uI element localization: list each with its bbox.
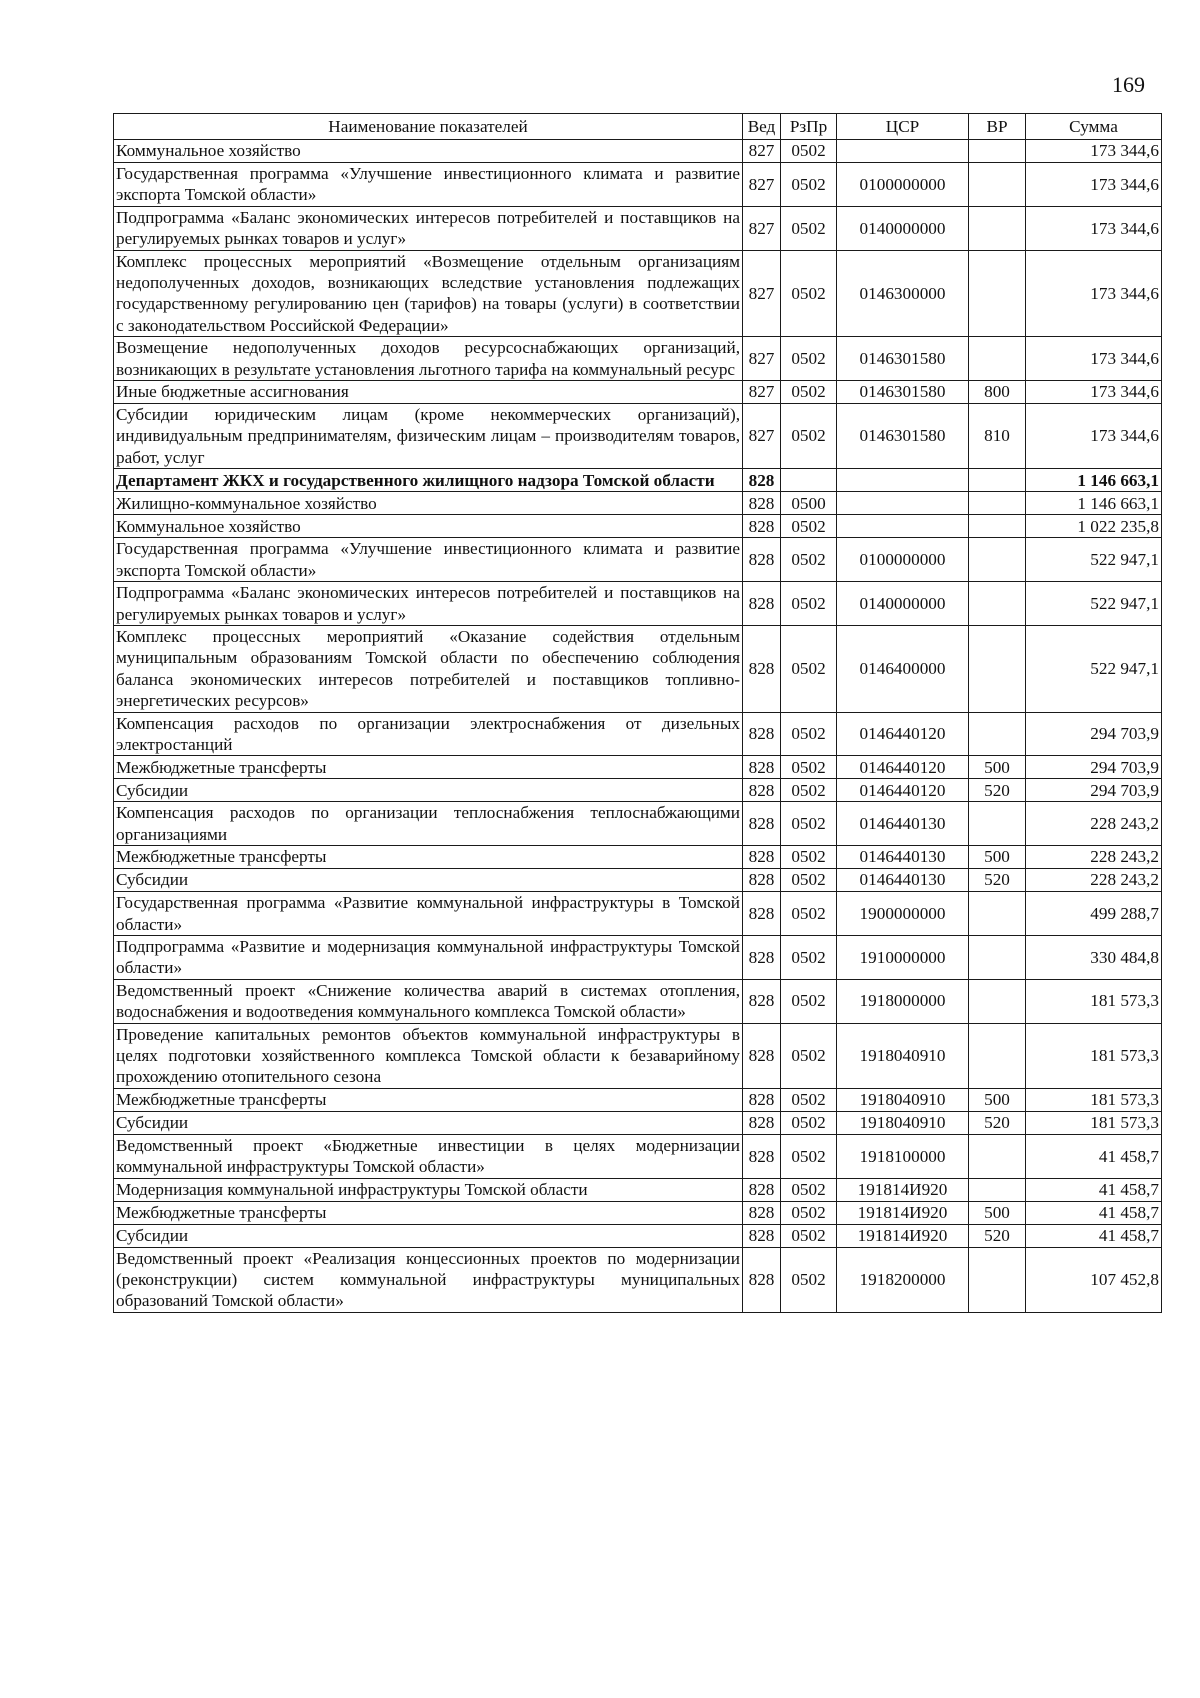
cell-csr: 191814И920 [837,1224,969,1247]
header-vr: ВР [969,114,1026,140]
cell-csr: 1918040910 [837,1111,969,1134]
cell-csr: 0146440120 [837,779,969,802]
cell-sum: 228 243,2 [1026,869,1162,892]
cell-name: Государственная программа «Развитие коммунальной инфраструктуры в Томской области» [114,892,743,936]
cell-csr: 0146440130 [837,846,969,869]
cell-sum: 522 947,1 [1026,582,1162,626]
cell-name: Подпрограмма «Баланс экономических интересов потребителей и поставщиков на регулируемых рынках товаров и услуг» [114,206,743,250]
cell-vr: 500 [969,756,1026,779]
cell-csr: 1918200000 [837,1247,969,1312]
cell-name: Межбюджетные трансферты [114,1201,743,1224]
table-row [114,979,1162,1023]
table-row [114,381,1162,404]
cell-vr [969,582,1026,626]
cell-sum: 1 146 663,1 [1026,492,1162,515]
cell-ved: 828 [743,869,781,892]
table-row [114,802,1162,846]
cell-vr [969,140,1026,163]
cell-vr [969,802,1026,846]
cell-ved: 828 [743,625,781,712]
table-row [114,1023,1162,1088]
table-row [114,1201,1162,1224]
cell-sum: 181 573,3 [1026,1023,1162,1088]
cell-vr: 520 [969,1224,1026,1247]
cell-ved: 828 [743,846,781,869]
cell-vr [969,250,1026,337]
cell-ved: 828 [743,1023,781,1088]
cell-name: Межбюджетные трансферты [114,1088,743,1111]
cell-sum: 294 703,9 [1026,712,1162,756]
cell-vr: 800 [969,381,1026,404]
cell-sum: 173 344,6 [1026,140,1162,163]
cell-rzpr: 0502 [781,1088,837,1111]
cell-name: Комплекс процессных мероприятий «Оказание содействия отдельным муниципальным образованиям Томской области по обеспечению соблюдения баланса экономических интересов потребителей и поставщиков топливно-энергетических ресурсов» [114,625,743,712]
table-row [114,206,1162,250]
cell-name: Коммунальное хозяйство [114,140,743,163]
cell-csr: 0146440120 [837,756,969,779]
cell-sum: 181 573,3 [1026,1088,1162,1111]
cell-rzpr: 0502 [781,381,837,404]
cell-name: Компенсация расходов по организации теплоснабжения теплоснабжающими организациями [114,802,743,846]
cell-sum: 173 344,6 [1026,337,1162,381]
cell-name: Департамент ЖКХ и государственного жилищного надзора Томской области [114,469,743,492]
cell-csr: 0146301580 [837,404,969,469]
table-row [114,492,1162,515]
cell-name: Государственная программа «Улучшение инвестиционного климата и развитие экспорта Томской области» [114,538,743,582]
cell-csr: 0146300000 [837,250,969,337]
cell-csr [837,140,969,163]
cell-ved: 827 [743,140,781,163]
cell-rzpr: 0502 [781,625,837,712]
cell-name: Субсидии [114,1224,743,1247]
cell-vr [969,712,1026,756]
cell-vr: 500 [969,1088,1026,1111]
table-row [114,515,1162,538]
cell-rzpr: 0502 [781,337,837,381]
cell-name: Жилищно-коммунальное хозяйство [114,492,743,515]
cell-vr: 520 [969,869,1026,892]
cell-name: Субсидии [114,779,743,802]
cell-csr: 0146440130 [837,869,969,892]
cell-ved: 828 [743,538,781,582]
cell-rzpr: 0502 [781,1201,837,1224]
cell-name: Коммунальное хозяйство [114,515,743,538]
cell-rzpr: 0502 [781,163,837,207]
cell-ved: 828 [743,1224,781,1247]
cell-ved: 827 [743,250,781,337]
cell-sum: 173 344,6 [1026,250,1162,337]
cell-csr: 191814И920 [837,1178,969,1201]
cell-rzpr: 0502 [781,779,837,802]
cell-ved: 828 [743,712,781,756]
cell-name: Государственная программа «Улучшение инвестиционного климата и развитие экспорта Томской области» [114,163,743,207]
header-ved: Вед [743,114,781,140]
cell-name: Подпрограмма «Баланс экономических интересов потребителей и поставщиков на регулируемых рынках товаров и услуг» [114,582,743,626]
cell-csr: 0140000000 [837,582,969,626]
cell-name: Возмещение недополученных доходов ресурсоснабжающих организаций, возникающих в результате установления льготного тарифа на коммунальный ресурс [114,337,743,381]
cell-rzpr: 0502 [781,892,837,936]
cell-ved: 827 [743,163,781,207]
table-row [114,337,1162,381]
cell-csr: 0146440130 [837,802,969,846]
cell-ved: 828 [743,469,781,492]
cell-ved: 828 [743,779,781,802]
cell-sum: 1 146 663,1 [1026,469,1162,492]
table-row [114,1088,1162,1111]
cell-ved: 828 [743,1111,781,1134]
cell-rzpr: 0502 [781,1134,837,1178]
cell-vr [969,979,1026,1023]
cell-rzpr: 0502 [781,538,837,582]
cell-csr [837,515,969,538]
cell-rzpr: 0502 [781,869,837,892]
cell-ved: 828 [743,1178,781,1201]
cell-sum: 294 703,9 [1026,779,1162,802]
cell-ved: 828 [743,515,781,538]
cell-name: Субсидии [114,869,743,892]
cell-name: Проведение капитальных ремонтов объектов коммунальной инфраструктуры в целях подготовки хозяйственного комплекса Томской области к безаварийному прохождению отопительного сезона [114,1023,743,1088]
cell-vr: 520 [969,1111,1026,1134]
cell-csr: 1918040910 [837,1088,969,1111]
cell-sum: 41 458,7 [1026,1224,1162,1247]
cell-name: Иные бюджетные ассигнования [114,381,743,404]
cell-csr: 0146301580 [837,337,969,381]
cell-csr: 191814И920 [837,1201,969,1224]
cell-vr [969,935,1026,979]
cell-sum: 41 458,7 [1026,1201,1162,1224]
cell-csr: 1918040910 [837,1023,969,1088]
cell-ved: 828 [743,756,781,779]
cell-sum: 173 344,6 [1026,404,1162,469]
cell-vr [969,515,1026,538]
table-row [114,469,1162,492]
cell-csr [837,492,969,515]
cell-sum: 41 458,7 [1026,1178,1162,1201]
table-row [114,250,1162,337]
cell-ved: 828 [743,1247,781,1312]
cell-rzpr: 0502 [781,1178,837,1201]
cell-sum: 173 344,6 [1026,206,1162,250]
cell-sum: 228 243,2 [1026,802,1162,846]
cell-name: Комплекс процессных мероприятий «Возмещение отдельным организациям недополученных доходов, возникающих вследствие установления подлежащих государственному регулированию цен (тарифов) на товары (услуги) в соответствии с законодательством Российской Федерации» [114,250,743,337]
table-row [114,1224,1162,1247]
table-row [114,1134,1162,1178]
budget-table [113,113,1162,1313]
cell-ved: 828 [743,1201,781,1224]
cell-csr: 0146301580 [837,381,969,404]
cell-sum: 181 573,3 [1026,979,1162,1023]
cell-vr [969,892,1026,936]
header-rzpr: РзПр [781,114,837,140]
cell-sum: 228 243,2 [1026,846,1162,869]
cell-rzpr: 0502 [781,250,837,337]
cell-rzpr: 0502 [781,935,837,979]
cell-vr [969,337,1026,381]
cell-sum: 181 573,3 [1026,1111,1162,1134]
cell-ved: 827 [743,404,781,469]
cell-rzpr: 0502 [781,1111,837,1134]
cell-csr: 1910000000 [837,935,969,979]
cell-vr [969,469,1026,492]
header-csr: ЦСР [837,114,969,140]
cell-sum: 499 288,7 [1026,892,1162,936]
cell-name: Ведомственный проект «Снижение количества аварий в системах отопления, водоснабжения и водоотведения коммунального комплекса Томской области» [114,979,743,1023]
cell-ved: 828 [743,492,781,515]
table-row [114,163,1162,207]
cell-sum: 330 484,8 [1026,935,1162,979]
table-row [114,756,1162,779]
cell-rzpr: 0502 [781,1023,837,1088]
cell-name: Субсидии [114,1111,743,1134]
cell-sum: 294 703,9 [1026,756,1162,779]
cell-vr: 500 [969,846,1026,869]
cell-csr [837,469,969,492]
cell-ved: 828 [743,892,781,936]
table-body [114,140,1162,1313]
table-row [114,779,1162,802]
cell-vr [969,1134,1026,1178]
page-number: 169 [1112,72,1145,97]
table-row [114,582,1162,626]
cell-csr: 0146400000 [837,625,969,712]
cell-vr: 520 [969,779,1026,802]
cell-vr [969,1247,1026,1312]
cell-vr [969,492,1026,515]
cell-ved: 827 [743,206,781,250]
cell-sum: 107 452,8 [1026,1247,1162,1312]
table-row [114,538,1162,582]
cell-ved: 828 [743,582,781,626]
cell-ved: 828 [743,1134,781,1178]
cell-rzpr: 0500 [781,492,837,515]
cell-csr: 0146440120 [837,712,969,756]
table-row [114,404,1162,469]
cell-rzpr: 0502 [781,979,837,1023]
cell-sum: 173 344,6 [1026,163,1162,207]
cell-name: Компенсация расходов по организации электроснабжения от дизельных электростанций [114,712,743,756]
cell-sum: 522 947,1 [1026,538,1162,582]
cell-csr: 0100000000 [837,163,969,207]
cell-sum: 41 458,7 [1026,1134,1162,1178]
cell-rzpr: 0502 [781,1224,837,1247]
cell-csr: 1900000000 [837,892,969,936]
table-row [114,1247,1162,1312]
cell-sum: 522 947,1 [1026,625,1162,712]
cell-rzpr: 0502 [781,846,837,869]
cell-ved: 828 [743,802,781,846]
cell-name: Ведомственный проект «Бюджетные инвестиции в целях модернизации коммунальной инфраструктуры Томской области» [114,1134,743,1178]
table-row [114,846,1162,869]
cell-rzpr: 0502 [781,582,837,626]
cell-ved: 828 [743,935,781,979]
cell-name: Субсидии юридическим лицам (кроме некоммерческих организаций), индивидуальным предпринимателям, физическим лицам – производителям товаров, работ, услуг [114,404,743,469]
cell-ved: 827 [743,337,781,381]
cell-csr: 0140000000 [837,206,969,250]
cell-vr [969,1178,1026,1201]
cell-name: Межбюджетные трансферты [114,756,743,779]
cell-rzpr: 0502 [781,515,837,538]
cell-ved: 827 [743,381,781,404]
cell-name: Ведомственный проект «Реализация концессионных проектов по модернизации (реконструкции) систем коммунальной инфраструктуры муниципальных образований Томской области» [114,1247,743,1312]
cell-vr: 810 [969,404,1026,469]
cell-vr [969,206,1026,250]
cell-vr [969,163,1026,207]
cell-rzpr [781,469,837,492]
cell-rzpr: 0502 [781,140,837,163]
cell-rzpr: 0502 [781,1247,837,1312]
cell-csr: 1918100000 [837,1134,969,1178]
cell-rzpr: 0502 [781,404,837,469]
cell-name: Межбюджетные трансферты [114,846,743,869]
table-row [114,935,1162,979]
table-row [114,892,1162,936]
table-header-row [114,114,1162,140]
cell-ved: 828 [743,1088,781,1111]
cell-sum: 1 022 235,8 [1026,515,1162,538]
cell-csr: 1918000000 [837,979,969,1023]
header-sum: Сумма [1026,114,1162,140]
cell-ved: 828 [743,979,781,1023]
cell-rzpr: 0502 [781,802,837,846]
table-row [114,140,1162,163]
table-row [114,1178,1162,1201]
cell-vr [969,1023,1026,1088]
cell-csr: 0100000000 [837,538,969,582]
table-row [114,625,1162,712]
cell-rzpr: 0502 [781,206,837,250]
table-row [114,712,1162,756]
table-row [114,1111,1162,1134]
cell-vr [969,625,1026,712]
cell-vr [969,538,1026,582]
cell-name: Подпрограмма «Развитие и модернизация коммунальной инфраструктуры Томской области» [114,935,743,979]
table-row [114,869,1162,892]
cell-rzpr: 0502 [781,712,837,756]
cell-sum: 173 344,6 [1026,381,1162,404]
header-name: Наименование показателей [114,114,743,140]
cell-name: Модернизация коммунальной инфраструктуры Томской области [114,1178,743,1201]
cell-vr: 500 [969,1201,1026,1224]
cell-rzpr: 0502 [781,756,837,779]
